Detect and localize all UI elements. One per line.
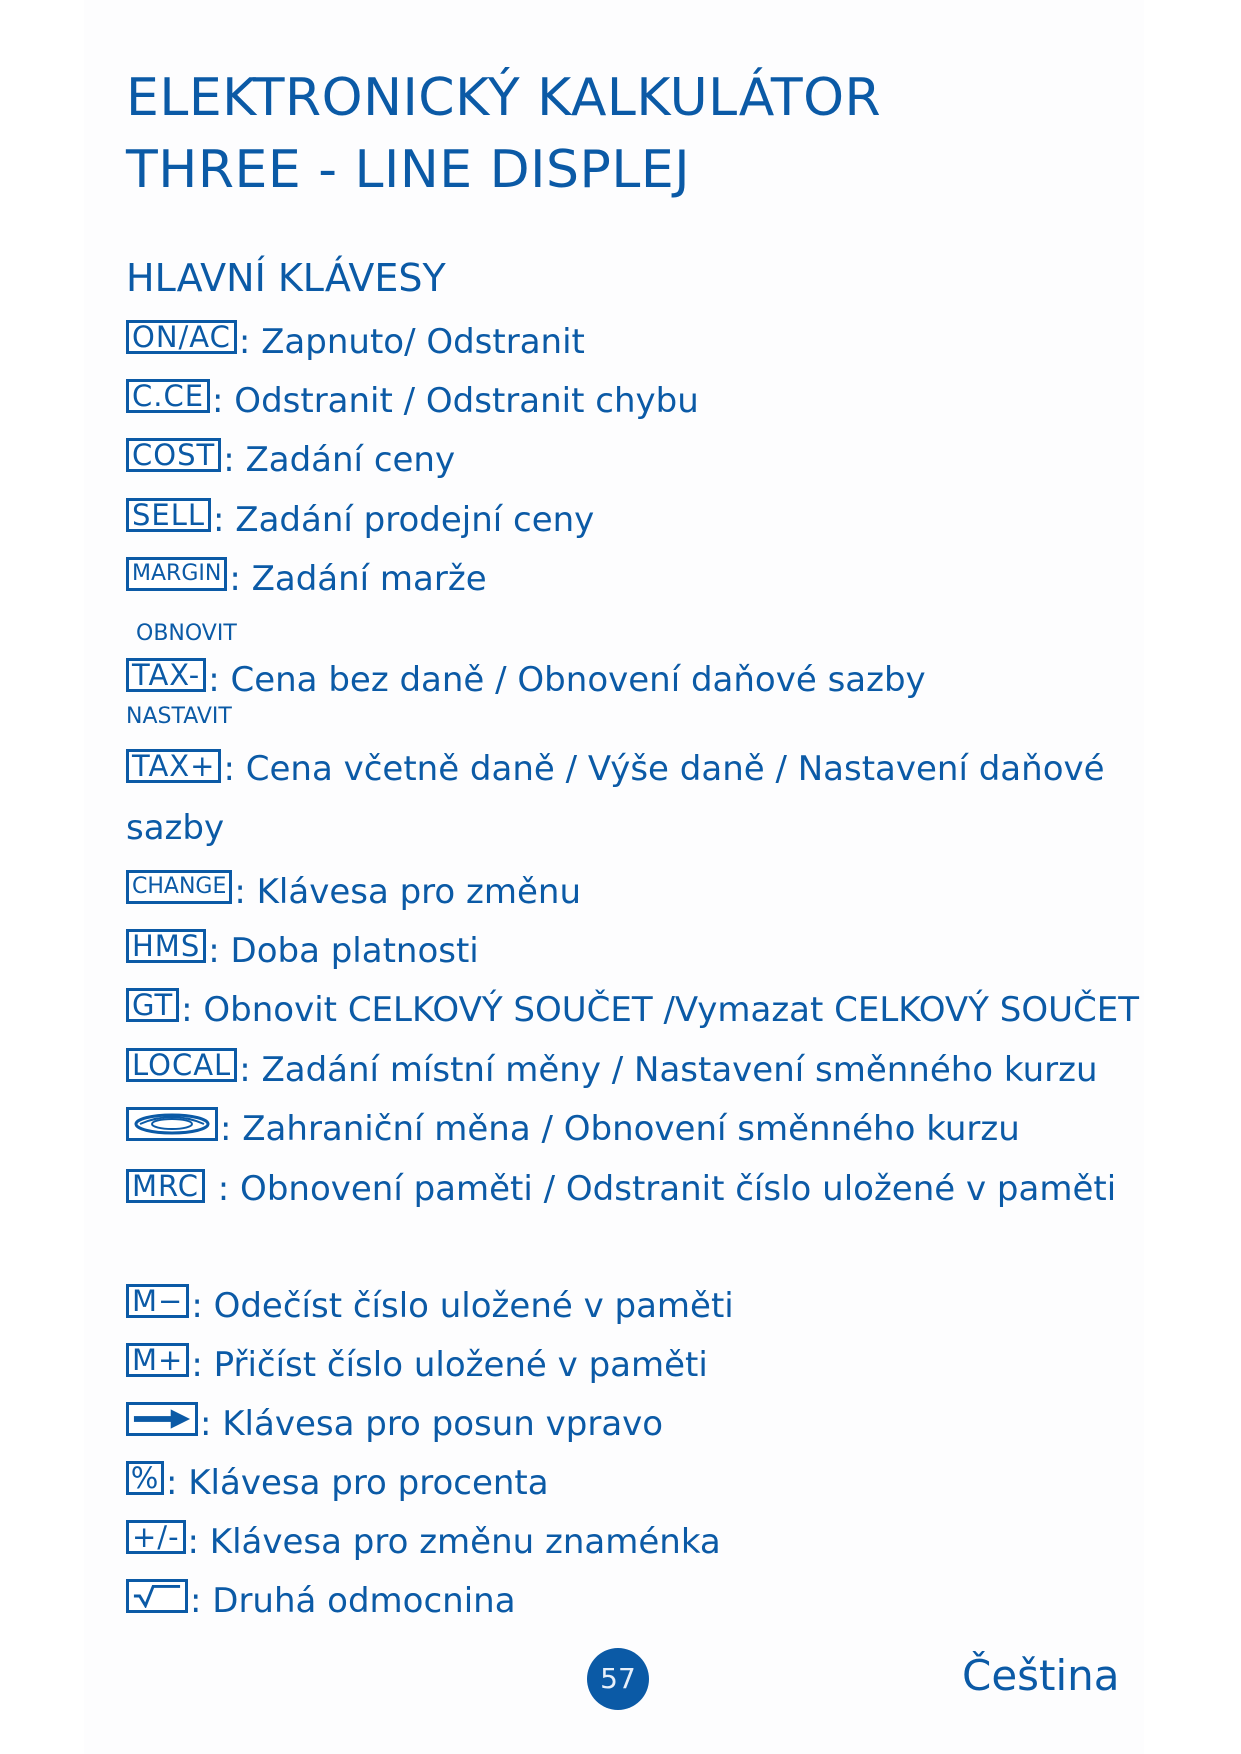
list-item-percent [126,1463,549,1503]
language-label: Čeština [962,1651,1120,1700]
key-hms: HMS [126,929,206,963]
list-item-shift-right [126,1404,663,1444]
key-m-plus: M+ [126,1343,189,1377]
list-item-hms [126,931,479,971]
key-margin: MARGIN [126,557,227,591]
right-arrow-icon [132,1408,192,1430]
key-m-minus: M− [126,1284,189,1318]
list-item-m-plus [126,1345,708,1385]
label-nastavit: NASTAVIT [126,704,232,729]
list-item-local [126,1050,1098,1090]
key-description: : Obnovení paměti / Odstranit číslo uložené v paměti [217,1169,1117,1209]
key-description: : Odstranit / Odstranit chybu [212,381,699,421]
key-sell: SELL [126,498,211,532]
key-local: LOCAL [126,1048,237,1082]
key-description: : Doba platnosti [208,931,479,971]
label-obnovit: OBNOVIT [136,621,237,646]
key-on-ac: ON/AC [126,320,237,354]
key-description: : Zadání prodejní ceny [213,500,595,540]
list-item-sell [126,500,594,540]
page-number: 57 [587,1648,649,1710]
key-tax-plus: TAX+ [126,749,221,783]
key-description: : Zadání ceny [223,440,456,480]
key-mrc: MRC [126,1169,205,1203]
list-item-margin [126,559,487,599]
list-item-plus-minus [126,1522,721,1562]
key-shift-right [126,1402,198,1436]
key-description: : Přičíst číslo uložené v paměti [191,1345,708,1385]
key-description: : Obnovit CELKOVÝ SOUČET /Vymazat CELKOVÝ SOUČET [181,990,1139,1030]
list-item-on-ac [126,322,585,362]
title-line-1: ELEKTRONICKÝ KALKULÁTOR [126,68,882,128]
key-percent: % [126,1461,164,1495]
key-square-root [126,1579,188,1613]
key-gt: GT [126,988,179,1022]
key-description: : Cena bez daně / Obnovení daňové sazby [208,660,926,700]
document-title [126,62,881,206]
list-item-cost [126,440,455,480]
list-item-c-ce [126,381,699,421]
list-item-square-root [126,1581,516,1621]
list-item-mrc [126,1160,1126,1219]
key-description: : Klávesa pro změnu [234,872,581,912]
key-description: : Odečíst číslo uložené v paměti [191,1286,734,1326]
key-description: : Klávesa pro posun vpravo [200,1404,664,1444]
section-heading: HLAVNÍ KLÁVESY [126,256,446,300]
banknote-icon [132,1112,212,1136]
key-description: : Druhá odmocnina [190,1581,516,1621]
key-cost: COST [126,438,221,472]
key-description: : Cena včetně daně / Výše daně / Nastavení daňové sazby [126,749,1105,848]
key-description: : Zapnuto/ Odstranit [238,322,585,362]
key-description: : Zadání místní měny / Nastavení směnného kurzu [239,1050,1098,1090]
list-item-foreign-currency [126,1109,1020,1149]
key-tax-minus: TAX- [126,658,206,692]
title-line-2: THREE - LINE DISPLEJ [126,140,691,200]
list-item-change [126,872,581,912]
key-description: : Zahraniční měna / Obnovení směnného kurzu [220,1109,1020,1149]
key-plus-minus: +/- [126,1520,186,1554]
key-description: : Klávesa pro změnu znaménka [187,1522,721,1562]
key-foreign-currency [126,1107,218,1141]
list-item-gt [126,990,1139,1030]
list-item-tax-plus [126,740,1126,858]
key-change: CHANGE [126,870,232,904]
square-root-icon [132,1584,182,1608]
key-c-ce: C.CE [126,379,210,413]
key-description: : Zadání marže [229,559,487,599]
list-item-m-minus [126,1286,734,1326]
list-item-tax-minus [126,660,926,700]
key-description: : Klávesa pro procenta [166,1463,549,1503]
